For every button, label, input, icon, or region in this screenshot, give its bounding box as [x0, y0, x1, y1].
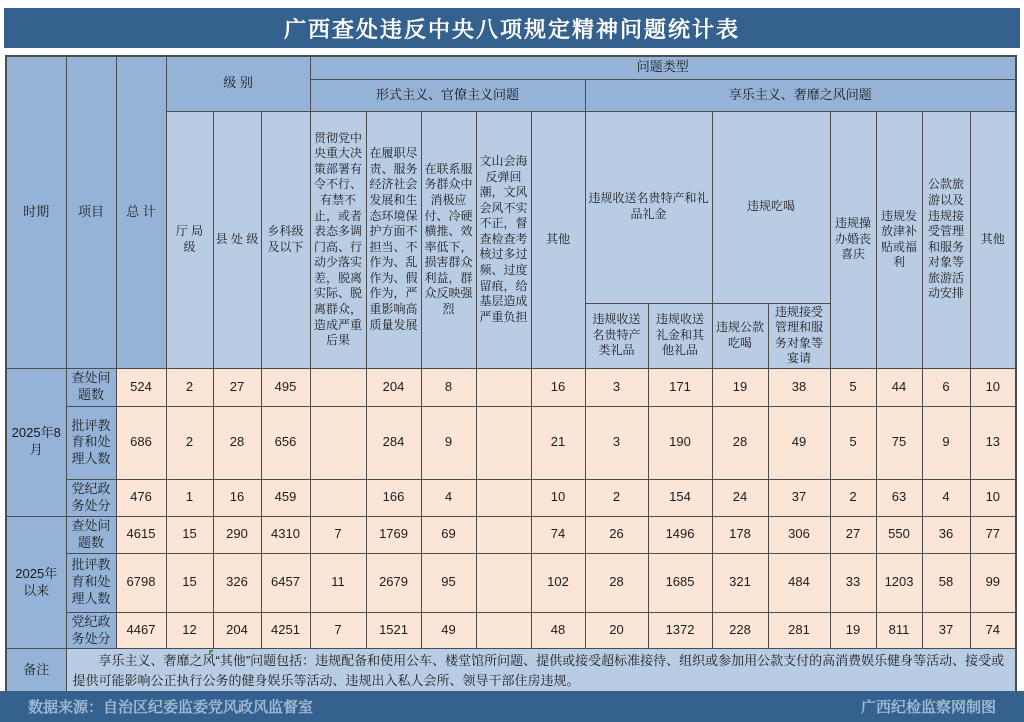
data-cell: 11 [310, 553, 366, 612]
header-problem-group: 问题类型 [310, 56, 1016, 79]
statistics-table [5, 55, 1017, 694]
total-cell: 686 [116, 406, 166, 479]
data-cell: 284 [366, 406, 421, 479]
data-cell: 484 [768, 553, 830, 612]
data-cell: 2679 [366, 553, 421, 612]
row-label: 党纪政务处分 [66, 479, 116, 516]
data-cell: 3 [585, 406, 648, 479]
data-cell: 6457 [261, 553, 310, 612]
data-cell: 19 [830, 612, 876, 649]
data-cell [476, 516, 531, 553]
data-cell: 4310 [261, 516, 310, 553]
data-cell: 5 [830, 368, 876, 406]
data-cell: 26 [585, 516, 648, 553]
header-formalism-group: 形式主义、官僚主义问题 [310, 79, 585, 111]
data-cell: 290 [213, 516, 261, 553]
data-cell: 1496 [648, 516, 712, 553]
header-wedding-funeral: 违规操办婚丧喜庆 [830, 111, 876, 368]
data-cell: 1203 [876, 553, 922, 612]
table-row [6, 406, 1016, 479]
data-cell: 6 [922, 368, 970, 406]
data-cell: 171 [648, 368, 712, 406]
table-row [6, 479, 1016, 516]
data-cell: 99 [970, 553, 1016, 612]
data-cell: 495 [261, 368, 310, 406]
table-row [6, 516, 1016, 553]
row-label: 批评教育和处理人数 [66, 553, 116, 612]
data-cell: 13 [970, 406, 1016, 479]
note-text: 享乐主义、奢靡之风“其他”问题包括：违规配备和使用公车、楼堂馆所问题、提供或接受超标准接待、组织或参加用公款支付的高消费娱乐健身等活动、接受或提供可能影响公正执行公务的健身娱乐等活动、违规出入私人会所、领导干部住房违规。 [72, 653, 1005, 688]
header-level-group: 级 别 [166, 56, 310, 111]
header-total: 总 计 [116, 56, 166, 368]
header-gift-money: 违规收送礼金和其他礼品 [648, 303, 712, 368]
header-level-county: 县 处 级 [213, 111, 261, 368]
data-cell: 33 [830, 553, 876, 612]
header-gift-group: 违规收送名贵特产和礼品礼金 [585, 111, 712, 303]
header-level-township: 乡科级及以下 [261, 111, 310, 368]
data-cell: 7 [310, 516, 366, 553]
data-cell: 178 [712, 516, 768, 553]
note-body [6, 649, 1016, 694]
data-cell: 77 [970, 516, 1016, 553]
data-cell: 37 [922, 612, 970, 649]
data-cell: 49 [768, 406, 830, 479]
data-cell: 37 [768, 479, 830, 516]
data-cell: 9 [922, 406, 970, 479]
data-cell: 28 [712, 406, 768, 479]
data-cell: 204 [366, 368, 421, 406]
data-cell: 4251 [261, 612, 310, 649]
row-label: 批评教育和处理人数 [66, 406, 116, 479]
row-label: 党纪政务处分 [66, 612, 116, 649]
header-hedonism-other: 其他 [970, 111, 1016, 368]
total-cell: 524 [116, 368, 166, 406]
data-cell: 69 [421, 516, 476, 553]
data-cell: 2 [166, 368, 213, 406]
data-cell: 1372 [648, 612, 712, 649]
data-cell: 228 [712, 612, 768, 649]
table-row [6, 553, 1016, 612]
data-cell: 459 [261, 479, 310, 516]
data-cell: 38 [768, 368, 830, 406]
data-cell: 1521 [366, 612, 421, 649]
table-header [6, 56, 1016, 368]
data-cell: 15 [166, 553, 213, 612]
data-cell: 550 [876, 516, 922, 553]
data-cell: 95 [421, 553, 476, 612]
data-cell: 1685 [648, 553, 712, 612]
table-row [6, 368, 1016, 406]
data-cell: 74 [531, 516, 585, 553]
header-eat-public-funds: 违规公款吃喝 [712, 303, 768, 368]
header-formalism-col-3: 在联系服务群众中消极应付、冷硬横推、效率低下，损害群众利益，群众反映强烈 [421, 111, 476, 368]
data-cell: 9 [421, 406, 476, 479]
data-cell: 190 [648, 406, 712, 479]
data-cell [476, 553, 531, 612]
data-source: 数据来源：自治区纪委监委党风政风监督室 [28, 699, 314, 716]
data-cell [476, 406, 531, 479]
data-cell: 2 [585, 479, 648, 516]
data-cell: 75 [876, 406, 922, 479]
header-eat-banquet: 违规接受管理和服务对象等宴请 [768, 303, 830, 368]
data-cell [310, 479, 366, 516]
data-cell: 27 [830, 516, 876, 553]
data-cell: 74 [970, 612, 1016, 649]
data-cell: 4 [922, 479, 970, 516]
total-cell: 4467 [116, 612, 166, 649]
data-cell: 204 [213, 612, 261, 649]
data-cell: 1 [166, 479, 213, 516]
total-cell: 6798 [116, 553, 166, 612]
data-cell: 24 [712, 479, 768, 516]
data-cell: 2 [830, 479, 876, 516]
data-cell: 27 [213, 368, 261, 406]
data-cell: 36 [922, 516, 970, 553]
data-cell: 2 [166, 406, 213, 479]
data-cell: 58 [922, 553, 970, 612]
data-cell: 5 [830, 406, 876, 479]
data-cell: 44 [876, 368, 922, 406]
data-cell: 281 [768, 612, 830, 649]
data-cell [476, 479, 531, 516]
note-cell [66, 649, 1016, 694]
data-cell: 154 [648, 479, 712, 516]
header-row-groups [6, 56, 1016, 79]
data-cell: 321 [712, 553, 768, 612]
data-cell: 12 [166, 612, 213, 649]
header-time: 时期 [6, 56, 66, 368]
data-cell: 4 [421, 479, 476, 516]
note-row [6, 649, 1016, 694]
data-cell: 28 [585, 553, 648, 612]
header-hedonism-group: 享乐主义、奢靡之风问题 [585, 79, 1016, 111]
header-public-travel: 公款旅游以及违规接受管理和服务对象等旅游活动安排 [922, 111, 970, 368]
table-body [6, 368, 1016, 649]
data-cell: 20 [585, 612, 648, 649]
page-title: 广西查处违反中央八项规定精神问题统计表 [283, 16, 740, 42]
data-cell: 16 [213, 479, 261, 516]
data-cell: 1769 [366, 516, 421, 553]
comment-triangle-icon [209, 650, 214, 655]
data-cell: 306 [768, 516, 830, 553]
header-level-bureau: 厅 局 级 [166, 111, 213, 368]
note-label: 备注 [6, 649, 66, 694]
header-formalism-col-2: 在履职尽责、服务经济社会发展和生态环境保护方面不担当、不作为、乱作为、假作为，严重影响高质量发展 [366, 111, 421, 368]
header-gift-specialty: 违规收送名贵特产类礼品 [585, 303, 648, 368]
header-formalism-other: 其他 [531, 111, 585, 368]
title-bar [4, 8, 1020, 48]
data-cell: 811 [876, 612, 922, 649]
data-cell: 10 [970, 479, 1016, 516]
data-cell: 15 [166, 516, 213, 553]
data-cell: 10 [970, 368, 1016, 406]
header-allowance: 违规发放津补贴或福利 [876, 111, 922, 368]
data-cell [310, 406, 366, 479]
total-cell: 476 [116, 479, 166, 516]
data-cell: 326 [213, 553, 261, 612]
data-cell: 656 [261, 406, 310, 479]
data-cell [310, 368, 366, 406]
data-cell: 3 [585, 368, 648, 406]
table-row [6, 612, 1016, 649]
total-cell: 4615 [116, 516, 166, 553]
period-cell: 2025年8月 [6, 368, 66, 516]
data-cell: 10 [531, 479, 585, 516]
footer-bar [0, 691, 1024, 722]
header-formalism-col-4: 文山会海反弹回潮，文风会风不实不正，督查检查考核过多过频、过度留痕，给基层造成严重负担 [476, 111, 531, 368]
data-cell: 63 [876, 479, 922, 516]
data-cell: 7 [310, 612, 366, 649]
data-cell: 19 [712, 368, 768, 406]
data-cell: 21 [531, 406, 585, 479]
data-cell: 49 [421, 612, 476, 649]
period-cell: 2025年以来 [6, 516, 66, 649]
data-cell: 16 [531, 368, 585, 406]
data-cell: 166 [366, 479, 421, 516]
header-formalism-col-1: 贯彻党中央重大决策部署有令不行、有禁不止，或者表态多调门高、行动少落实差，脱离实际、脱离群众，造成严重后果 [310, 111, 366, 368]
credit: 广西纪检监察网制图 [860, 699, 996, 716]
header-eat-group: 违规吃喝 [712, 111, 830, 303]
header-item: 项目 [66, 56, 116, 368]
data-cell [476, 612, 531, 649]
row-label: 查处问题数 [66, 368, 116, 406]
data-cell: 28 [213, 406, 261, 479]
data-cell: 102 [531, 553, 585, 612]
row-label: 查处问题数 [66, 516, 116, 553]
data-cell: 48 [531, 612, 585, 649]
data-cell [476, 368, 531, 406]
data-cell: 8 [421, 368, 476, 406]
